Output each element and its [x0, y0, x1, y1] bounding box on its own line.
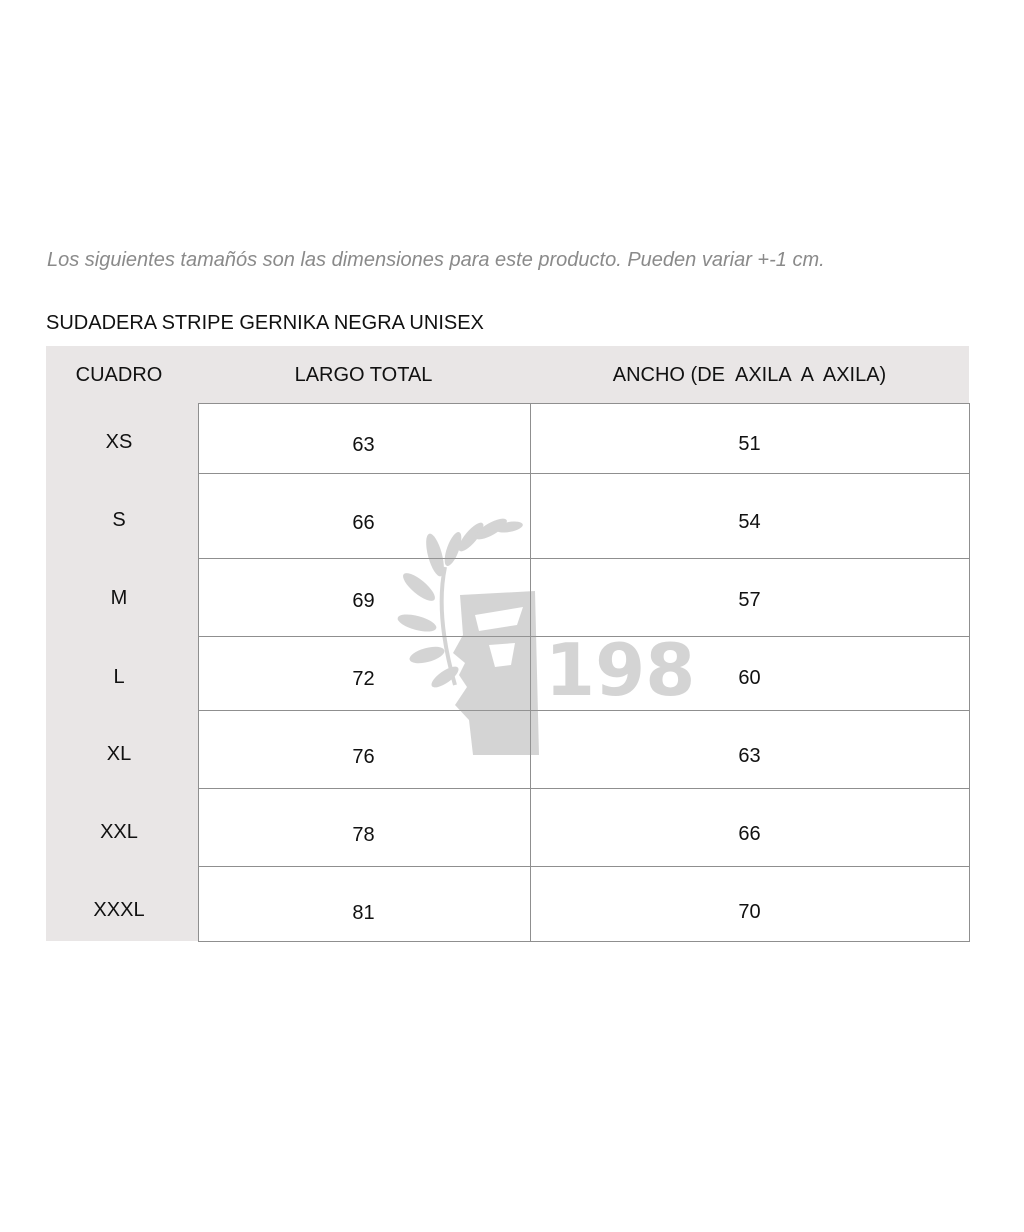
table-row-width: 51 — [738, 433, 761, 455]
table-row-length: 63 — [352, 434, 375, 456]
table-row-width: 57 — [738, 589, 761, 611]
table-row-length: 69 — [352, 590, 375, 612]
table-row-width: 70 — [738, 901, 761, 923]
row-divider — [199, 710, 969, 711]
row-divider — [199, 636, 969, 637]
table-row-length: 81 — [352, 902, 375, 924]
row-divider — [199, 558, 969, 559]
table-row-size: XS — [105, 431, 133, 453]
table-row-width: 63 — [738, 745, 761, 767]
table-row-width: 60 — [738, 667, 761, 689]
table-row-size: XXXL — [93, 899, 145, 921]
table-row-size: L — [113, 666, 125, 688]
table-row-length: 78 — [352, 824, 375, 846]
watermark-text: 198 — [545, 628, 696, 712]
table-row-size: M — [110, 587, 128, 609]
size-chart-table — [46, 346, 969, 941]
table-row-width: 54 — [738, 511, 761, 533]
table-row-size: XL — [106, 743, 132, 765]
row-divider — [199, 866, 969, 867]
header-size: CUADRO — [75, 364, 163, 386]
table-row-size: XXL — [100, 821, 138, 843]
row-divider — [199, 473, 969, 474]
table-row-length: 66 — [352, 512, 375, 534]
table-row-width: 66 — [738, 823, 761, 845]
header-width: ANCHO (DE AXILA A AXILA) — [612, 364, 887, 386]
row-divider — [199, 788, 969, 789]
header-length: LARGO TOTAL — [294, 364, 433, 386]
product-title: SUDADERA STRIPE GERNIKA NEGRA UNISEX — [46, 312, 484, 334]
table-row-length: 72 — [352, 668, 375, 690]
table-row-size: S — [112, 509, 126, 531]
intro-note: Los siguientes tamañós son las dimensiones para este producto. Pueden variar +-1 cm. — [47, 249, 825, 271]
table-row-length: 76 — [352, 746, 375, 768]
